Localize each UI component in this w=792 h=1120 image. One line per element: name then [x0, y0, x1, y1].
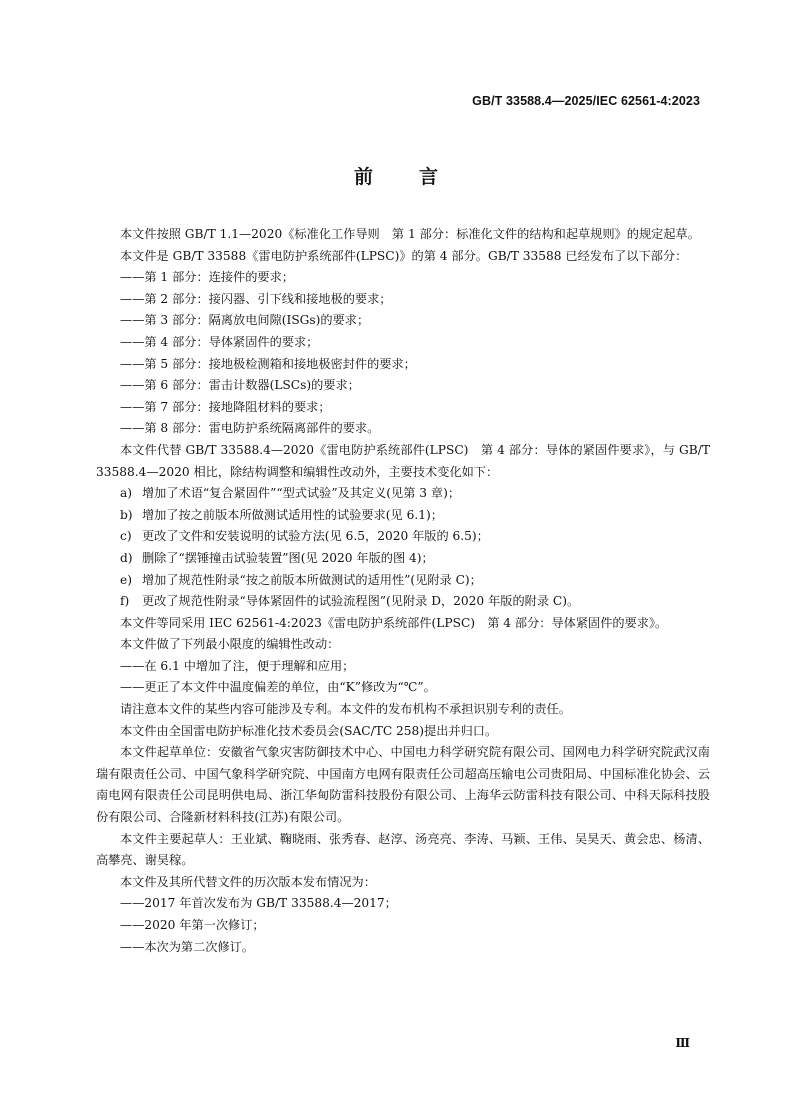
- paragraph-equivalence: 本文件等同采用 IEC 62561-4:2023《雷电防护系统部件(LPSC) 第 4 部分：导体紧固件的要求》。: [120, 615, 668, 630]
- change-text: 增加了规范性附录“按之前版本所做测试的适用性”(见附录 C)；: [142, 572, 482, 587]
- list-item-part: ——第 5 部分：接地极检测箱和接地极密封件的要求；: [120, 356, 416, 371]
- paragraph-history-intro: 本文件及其所代替文件的历次版本发布情况为：: [120, 874, 376, 889]
- change-text: 更改了文件和安装说明的试验方法(见 6.5，2020 年版的 6.5)；: [142, 529, 489, 544]
- change-text: 增加了按之前版本所做测试适用性的试验要求(见 6.1)；: [142, 507, 443, 522]
- list-item-history: ——2020 年第一次修订；: [120, 918, 265, 932]
- list-item-history: ——本次为第二次修订。: [120, 939, 255, 954]
- list-item-part: ——第 6 部分：雷击计数器(LSCs)的要求；: [120, 378, 360, 393]
- change-label: f): [120, 594, 130, 609]
- paragraph-series-intro: 本文件是 GB/T 33588《雷电防护系统部件(LPSC)》的第 4 部分。GB/T 33588 已经发布了以下部分：: [120, 248, 688, 263]
- list-item-history: ——2017 年首次发布为 GB/T 33588.4—2017；: [120, 896, 397, 911]
- list-item-edit: ——在 6.1 中增加了注，便于理解和应用；: [120, 658, 355, 673]
- title-char-2: 言: [419, 166, 439, 188]
- change-label: a): [120, 486, 133, 501]
- paragraph-drafting-units: 本文件起草单位：安徽省气象灾害防御技术中心、中国电力科学研究院有限公司、国网电力科学研究院武汉南瑞有限责任公司、中国气象科学研究院、中国南方电网有限责任公司超高压输电公司贵阳局、中国标准化协会、云南电网有限责任公司昆明供电局、浙江华甸防雷科技股份有限公司、上海华云防雷科技有限公司、中科天际科技股份有限公司、合隆新材料科技(江苏)有限公司。: [96, 745, 710, 825]
- paragraph-committee: 本文件由全国雷电防护标准化技术委员会(SAC/TC 258)提出并归口。: [120, 723, 498, 738]
- paragraph-replaces: 本文件代替 GB/T 33588.4—2020《雷电防护系统部件(LPSC) 第 4 部分：导体的紧固件要求》，与 GB/T 33588.4—2020 相比，除结构调整和编辑性改动外，主要技术变化如下：: [96, 442, 710, 479]
- title-char-1: 前: [353, 166, 373, 188]
- list-item-change: [96, 526, 710, 548]
- list-item-part: ——第 1 部分：连接件的要求；: [120, 270, 294, 285]
- foreword-body: [96, 224, 710, 958]
- paragraph-drafting-rules: 本文件按照 GB/T 1.1—2020《标准化工作导则 第 1 部分：标准化文件的结构和起草规则》的规定起草。: [120, 227, 700, 241]
- list-item-part: ——第 2 部分：接闪器、引下线和接地极的要求；: [120, 291, 392, 306]
- change-text: 更改了规范性附录“导体紧固件的试验流程图”(见附录 D，2020 年版的附录 C)。: [142, 594, 580, 609]
- change-text: 增加了术语“复合紧固件”“型式试验”及其定义(见第 3 章)；: [142, 486, 461, 501]
- list-item-change: [96, 505, 710, 527]
- paragraph-patent-notice: 请注意本文件的某些内容可能涉及专利。本文件的发布机构不承担识别专利的责任。: [120, 702, 571, 717]
- list-item-change: [96, 570, 710, 592]
- list-item-part: ——第 4 部分：导体紧固件的要求；: [120, 334, 319, 349]
- list-item-part: ——第 3 部分：隔离放电间隙(ISGs)的要求；: [120, 313, 370, 328]
- list-item-change: [96, 483, 710, 505]
- change-text: 删除了“摆锤撞击试验装置”图(见 2020 年版的图 4)；: [142, 550, 434, 565]
- standard-number: GB/T 33588.4—2025/IEC 62561-4:2023: [472, 94, 700, 108]
- change-label: e): [120, 572, 132, 587]
- change-label: c): [120, 529, 132, 544]
- page-title: [0, 162, 792, 189]
- list-item-part: ——第 8 部分：雷电防护系统隔离部件的要求。: [120, 421, 380, 436]
- page-number: Ⅲ: [675, 1036, 690, 1050]
- paragraph-edits-intro: 本文件做了下列最小限度的编辑性改动：: [120, 637, 340, 652]
- change-label: b): [120, 507, 133, 522]
- paragraph-drafters: 本文件主要起草人：王业斌、鞠晓雨、张秀春、赵淳、汤亮亮、李涛、马颖、王伟、吴昊天、黄会忠、杨清、高攀亮、谢昊稼。: [96, 831, 710, 868]
- list-item-part: ——第 7 部分：接地降阻材料的要求；: [120, 399, 331, 414]
- list-item-change: [96, 548, 710, 570]
- change-label: d): [120, 550, 133, 565]
- list-item-edit: ——更正了本文件中温度偏差的单位，由“K”修改为“℃”。: [120, 680, 436, 695]
- list-item-change: [96, 591, 710, 613]
